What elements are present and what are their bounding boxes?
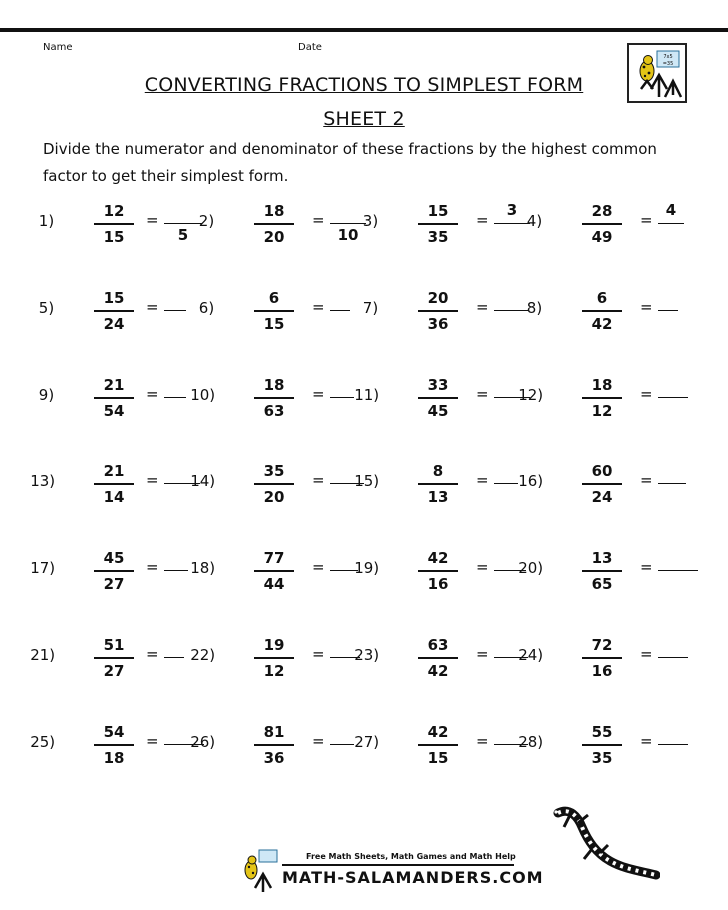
- denominator: 42: [591, 314, 613, 333]
- fraction-bar: [582, 397, 622, 399]
- fraction-bar: [94, 223, 134, 225]
- fraction: [582, 549, 622, 593]
- problem-number: 9): [38, 386, 55, 404]
- equals-sign: =: [640, 645, 653, 663]
- numerator: 15: [103, 289, 125, 307]
- equals-sign: =: [476, 645, 489, 663]
- equals-sign: =: [476, 298, 489, 316]
- numerator: 15: [427, 202, 449, 220]
- problem-number: 24): [518, 646, 544, 664]
- fraction: [254, 289, 294, 333]
- answer-blank: [658, 570, 698, 571]
- problem-number: 11): [354, 386, 380, 404]
- fraction-bar: [254, 397, 294, 399]
- numerator: 20: [427, 289, 449, 307]
- footer-rule: [282, 864, 514, 866]
- problem-number: 28): [518, 733, 544, 751]
- problem-number: 23): [354, 646, 380, 664]
- numerator: 77: [263, 549, 285, 567]
- answer-blank: [330, 397, 354, 398]
- equals-sign: =: [146, 558, 159, 576]
- footer-logo-icon: [237, 848, 281, 894]
- problem-number: 14): [190, 472, 216, 490]
- denominator: 49: [591, 227, 613, 246]
- equals-sign: =: [476, 471, 489, 489]
- fraction-bar: [254, 744, 294, 746]
- problem-number: 25): [30, 733, 56, 751]
- fraction-bar: [94, 397, 134, 399]
- problem-number: 19): [354, 559, 380, 577]
- equals-sign: =: [312, 298, 325, 316]
- fraction-bar: [582, 744, 622, 746]
- fraction: [94, 636, 134, 680]
- denominator: 16: [591, 661, 613, 680]
- page-title: CONVERTING FRACTIONS TO SIMPLEST FORM: [144, 74, 584, 96]
- equals-sign: =: [312, 732, 325, 750]
- numerator: 28: [591, 202, 613, 220]
- problem-number: 2): [198, 212, 215, 230]
- numerator: 54: [103, 723, 125, 741]
- numerator: 8: [432, 462, 444, 480]
- numerator: 45: [103, 549, 125, 567]
- fraction: [418, 289, 458, 333]
- fraction-bar: [582, 310, 622, 312]
- footer-tagline: Free Math Sheets, Math Games and Math Help: [306, 852, 516, 861]
- problem-number: 1): [38, 212, 55, 230]
- fraction: [94, 723, 134, 767]
- fraction: [418, 549, 458, 593]
- numerator: 12: [103, 202, 125, 220]
- denominator: 12: [263, 661, 285, 680]
- fraction: [582, 723, 622, 767]
- numerator: 21: [103, 462, 125, 480]
- answer-numerator: 3: [506, 201, 518, 219]
- fraction-bar: [418, 223, 458, 225]
- answer-blank: [164, 223, 202, 224]
- fraction-bar: [582, 657, 622, 659]
- fraction: [254, 376, 294, 420]
- numerator: 35: [263, 462, 285, 480]
- equals-sign: =: [312, 385, 325, 403]
- fraction-bar: [418, 310, 458, 312]
- denominator: 27: [103, 661, 125, 680]
- fraction: [94, 376, 134, 420]
- numerator: 19: [263, 636, 285, 654]
- answer-blank: [658, 310, 678, 311]
- equals-sign: =: [640, 558, 653, 576]
- denominator: 15: [427, 748, 449, 767]
- numerator: 42: [427, 549, 449, 567]
- fraction-bar: [94, 483, 134, 485]
- problem-number: 22): [190, 646, 216, 664]
- fraction: [582, 376, 622, 420]
- problem-number: 15): [354, 472, 380, 490]
- problem-number: 7): [362, 299, 379, 317]
- denominator: 44: [263, 574, 285, 593]
- denominator: 24: [591, 487, 613, 506]
- equals-sign: =: [312, 211, 325, 229]
- denominator: 20: [263, 487, 285, 506]
- equals-sign: =: [640, 471, 653, 489]
- svg-text:=35: =35: [662, 61, 674, 67]
- denominator: 65: [591, 574, 613, 593]
- numerator: 21: [103, 376, 125, 394]
- problem-number: 16): [518, 472, 544, 490]
- numerator: 42: [427, 723, 449, 741]
- problem-number: 26): [190, 733, 216, 751]
- fraction: [254, 202, 294, 246]
- denominator: 16: [427, 574, 449, 593]
- problem-number: 4): [526, 212, 543, 230]
- name-label: Name: [43, 42, 73, 53]
- fraction: [582, 289, 622, 333]
- numerator: 51: [103, 636, 125, 654]
- answer-blank: [494, 310, 528, 311]
- denominator: 54: [103, 401, 125, 420]
- fraction-bar: [254, 483, 294, 485]
- fraction: [254, 462, 294, 506]
- numerator: 6: [268, 289, 280, 307]
- fraction-bar: [94, 570, 134, 572]
- numerator: 60: [591, 462, 613, 480]
- page-subtitle: SHEET 2: [323, 108, 405, 130]
- answer-blank: [164, 570, 188, 571]
- equals-sign: =: [640, 211, 653, 229]
- fraction: [418, 462, 458, 506]
- numerator: 72: [591, 636, 613, 654]
- problem-number: 10): [190, 386, 216, 404]
- fraction: [254, 723, 294, 767]
- fraction: [582, 202, 622, 246]
- fraction: [94, 289, 134, 333]
- answer-numerator: 4: [665, 201, 677, 219]
- fraction-bar: [418, 570, 458, 572]
- fraction: [418, 202, 458, 246]
- denominator: 12: [591, 401, 613, 420]
- denominator: 36: [427, 314, 449, 333]
- denominator: 35: [427, 227, 449, 246]
- denominator: 13: [427, 487, 449, 506]
- denominator: 15: [103, 227, 125, 246]
- denominator: 24: [103, 314, 125, 333]
- fraction-bar: [418, 397, 458, 399]
- problem-number: 12): [518, 386, 544, 404]
- numerator: 33: [427, 376, 449, 394]
- answer-blank: [164, 310, 186, 311]
- denominator: 42: [427, 661, 449, 680]
- equals-sign: =: [640, 732, 653, 750]
- equals-sign: =: [312, 471, 325, 489]
- fraction-bar: [94, 310, 134, 312]
- fraction: [94, 462, 134, 506]
- equals-sign: =: [146, 732, 159, 750]
- fraction-bar: [582, 483, 622, 485]
- fraction: [254, 549, 294, 593]
- denominator: 14: [103, 487, 125, 506]
- numerator: 18: [263, 202, 285, 220]
- answer-blank: [330, 744, 354, 745]
- answer-blank: [658, 483, 686, 484]
- answer-blank: [494, 483, 518, 484]
- fraction-bar: [582, 570, 622, 572]
- fraction-bar: [94, 744, 134, 746]
- problem-number: 21): [30, 646, 56, 664]
- denominator: 27: [103, 574, 125, 593]
- instructions: Divide the numerator and denominator of these fractions by the highest common factor to get their simplest form.: [43, 140, 657, 185]
- problem-number: 18): [190, 559, 216, 577]
- fraction-bar: [254, 570, 294, 572]
- denominator: 20: [263, 227, 285, 246]
- fraction-bar: [254, 223, 294, 225]
- equals-sign: =: [146, 645, 159, 663]
- fraction-bar: [418, 657, 458, 659]
- answer-blank: [658, 397, 688, 398]
- denominator: 15: [263, 314, 285, 333]
- equals-sign: =: [476, 385, 489, 403]
- denominator: 63: [263, 401, 285, 420]
- equals-sign: =: [312, 558, 325, 576]
- fraction-bar: [94, 657, 134, 659]
- numerator: 18: [591, 376, 613, 394]
- answer-blank: [658, 657, 688, 658]
- problem-number: 20): [518, 559, 544, 577]
- equals-sign: =: [640, 298, 653, 316]
- denominator: 35: [591, 748, 613, 767]
- fraction: [254, 636, 294, 680]
- problem-number: 8): [526, 299, 543, 317]
- problem-number: 27): [354, 733, 380, 751]
- footer-brand: MATH-SALAMANDERS.COM: [282, 868, 544, 887]
- problem-number: 3): [362, 212, 379, 230]
- fraction: [418, 636, 458, 680]
- fraction: [582, 462, 622, 506]
- numerator: 6: [596, 289, 608, 307]
- equals-sign: =: [146, 211, 159, 229]
- answer-blank: [658, 223, 684, 224]
- fraction: [418, 723, 458, 767]
- denominator: 45: [427, 401, 449, 420]
- answer-denominator: 10: [337, 226, 359, 244]
- answer-blank: [164, 397, 186, 398]
- top-rule: [0, 28, 728, 32]
- equals-sign: =: [476, 211, 489, 229]
- numerator: 55: [591, 723, 613, 741]
- fraction-bar: [418, 744, 458, 746]
- fraction-bar: [418, 483, 458, 485]
- equals-sign: =: [476, 732, 489, 750]
- problem-number: 5): [38, 299, 55, 317]
- answer-blank: [164, 657, 184, 658]
- problem-number: 6): [198, 299, 215, 317]
- equals-sign: =: [312, 645, 325, 663]
- equals-sign: =: [146, 471, 159, 489]
- date-label: Date: [298, 42, 322, 53]
- equals-sign: =: [146, 385, 159, 403]
- fraction-bar: [254, 657, 294, 659]
- fraction-bar: [254, 310, 294, 312]
- equals-sign: =: [146, 298, 159, 316]
- fraction: [94, 549, 134, 593]
- answer-denominator: 5: [177, 226, 189, 244]
- numerator: 18: [263, 376, 285, 394]
- answer-blank: [330, 310, 350, 311]
- equals-sign: =: [476, 558, 489, 576]
- fraction-bar: [582, 223, 622, 225]
- equals-sign: =: [640, 385, 653, 403]
- answer-blank: [494, 223, 530, 224]
- problem-number: 17): [30, 559, 56, 577]
- numerator: 63: [427, 636, 449, 654]
- numerator: 13: [591, 549, 613, 567]
- salamander-icon: [548, 805, 660, 880]
- fraction: [94, 202, 134, 246]
- fraction: [582, 636, 622, 680]
- denominator: 36: [263, 748, 285, 767]
- answer-blank: [658, 744, 688, 745]
- logo-board-text: 7x5: [663, 54, 673, 60]
- fraction: [418, 376, 458, 420]
- numerator: 81: [263, 723, 285, 741]
- problem-number: 13): [30, 472, 56, 490]
- denominator: 18: [103, 748, 125, 767]
- answer-blank: [330, 223, 366, 224]
